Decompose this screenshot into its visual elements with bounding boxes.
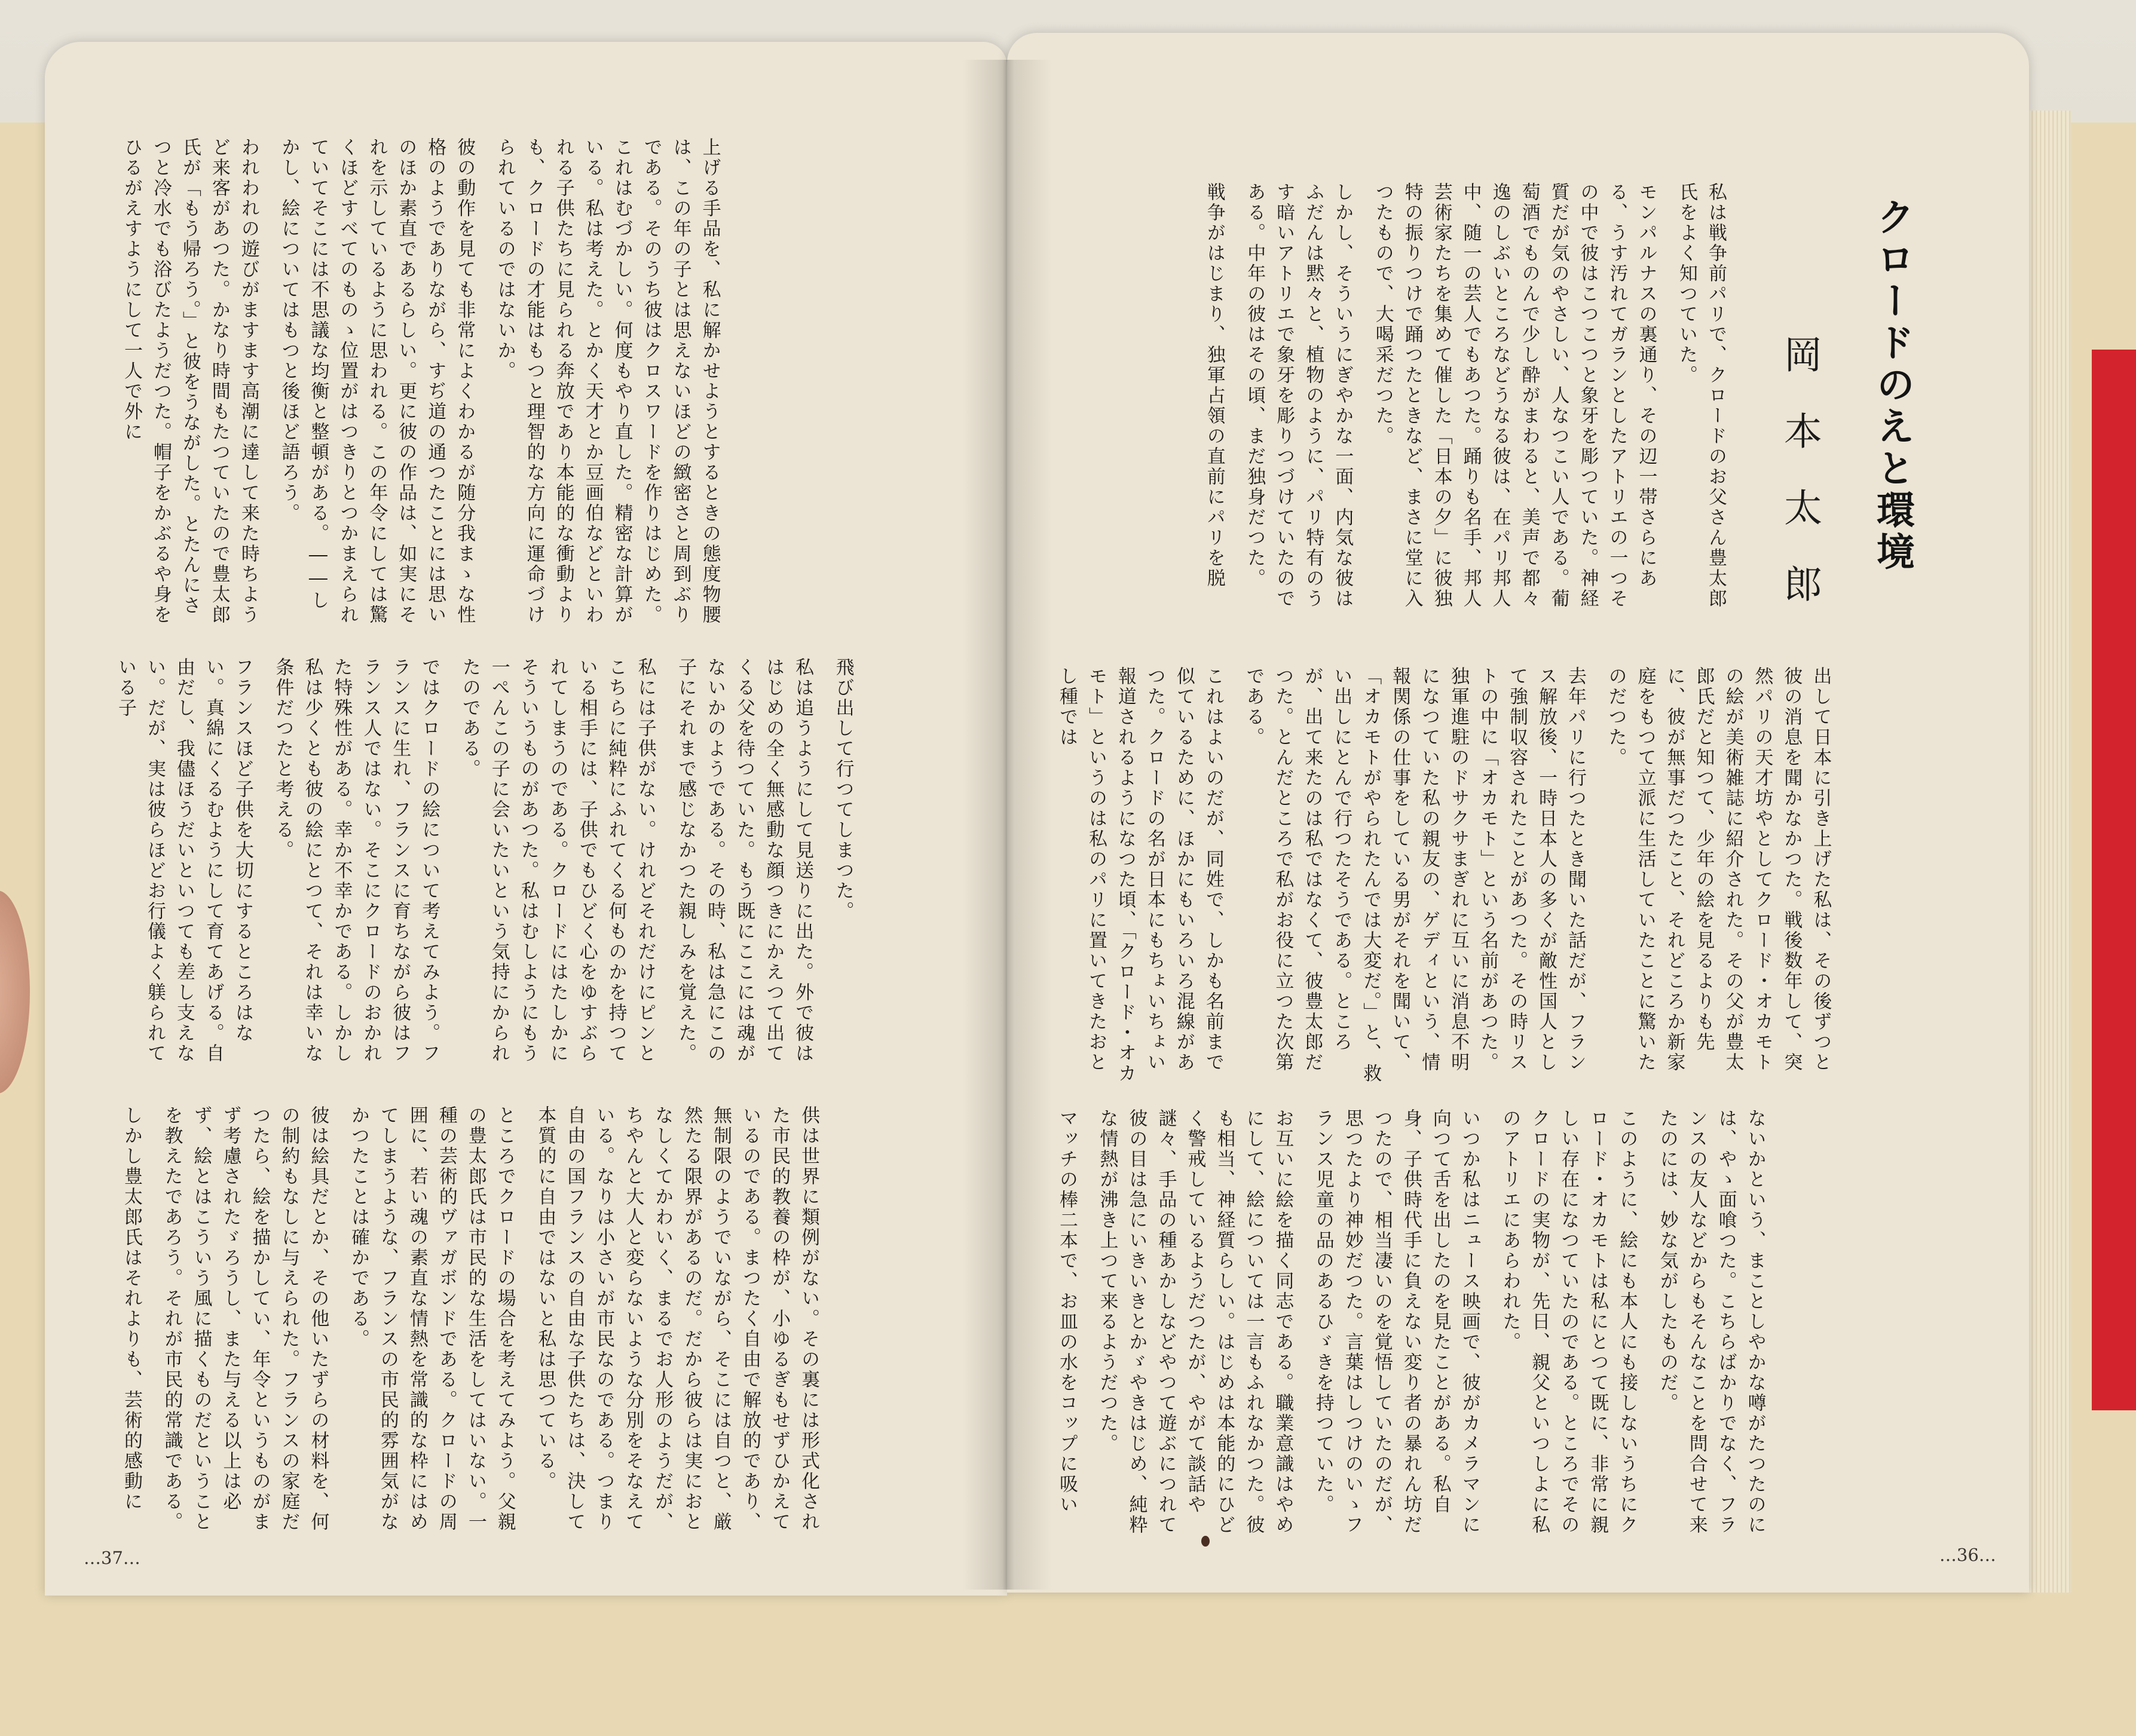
paragraph: モンパルナスの裏通り、その辺一帯さらにある、うす汚れてガランとしたアトリエの一つその中で彼はこつこつと象牙を彫つていた。神経質だが気のやさしい、人なつこい人である。葡萄酒でものんで少し酔がまわると、美声で都々逸のしぶいところなどうなる彼は、在パリ邦人中、随一の芸人でもあつた。踊りも名手、邦人芸術家たちを集めて催した「日本の夕」に彼独特の振りつけで踊つたときなど、まさに堂に入つたもので、大喝采だつた。 [1372,182,1657,609]
page-edges [2029,111,2071,1593]
left-page-middle-block [111,657,858,1076]
left-page [45,42,1007,1596]
book-gutter [962,60,1052,1590]
paragraph: 上げる手品を、私に解かせようとするときの態度物腰は、この年の子とは思えないほどの緻密さと周到ぶりである。そのうち彼はクロスワードを作りはじめた。これはむづかしい。何度もやり直した。精密な計算がいる。私は考えた。とかく天才とか豆画伯などといわれる子供たちに見られる奔放であり本能的な衝動よりも、クロードの才能はもつと理智的な方向に運命づけられているのではないか。 [494,137,721,625]
paragraph: 彼の動作を見ても非常によくわかるが随分我まゝな性格のようでありながら、すぢ道の通つたことには思いのほか素直であるらしい。更に彼の作品は、如実にそれを示しているように思われる。この年令にしては驚くほどすべてのものゝ位置がはつきりとつかまえられていてそこには不思議な均衡と整頓がある。――しかし、絵についてはもつと後ほど語ろう。 [278,137,476,625]
paragraph: 去年パリに行つたとき聞いた話だが、フランス解放後、一時日本人の多くが敵性国人として強制収容されたことがあつた。その時リストの中に「オカモト」という名前があつた。独軍進駐のドサクサまぎれに互いに消息不明になつていた私の親友の、ゲディという、情報関係の仕事をしている男がそれを聞いて、「オカモトがやられたんでは大変だ。」と、救い出しにとんで行つたそうである。ところが、出て来たのは私ではなくて、彼豊太郎だつた。とんだところで私がお役に立つた次第である。 [1243,666,1587,1084]
left-page-lower-block [117,1106,823,1542]
paragraph: われわれの遊びがますます高潮に達して来た時ちようど来客があつた。かなり時間もたつていたので豊太郎氏が「もう帰ろう。」と彼をうながした。とたんにさつと冷水でも浴びたようだつた。帽子をかぶるや身をひるがえすようにして一人で外に [120,137,259,625]
paragraph: 私は戦争前パリで、クロードのお父さん豊太郎氏をよく知つていた。 [1676,182,1727,609]
article-title: クロードのえと環境 [1870,197,1914,574]
paragraph: ないかという、まことしやかな噂がたつたのには、やゝ面喰つた。こちらばかりでなく、フランスの友人などからもそんなことを問合せて来たのには、妙な気がしたものだ。 [1656,1109,1766,1535]
paragraph: このように、絵にも本人にも接しないうちにクロード・オカモトは私にとつて既に、非常に親しい存在になつていたのである。ところでそのクロードの実物が、先日、親父といつしよに私のアトリエにあらわれた。 [1499,1109,1638,1535]
page-number-left: …37… [84,1548,140,1568]
paragraph: 彼は絵具だとか、その他いたずらの材料を、何の制約もなしに与えられた。フランスの家庭だつたら、絵を描かしてい、年令というものがまず考慮されたゞろうし、また与える以上は必ず、絵とはこういう風に描くものだということを教えたであろう。それが市民的常識である。 [161,1106,329,1532]
paragraph: お互いに絵を描く同志である。職業意識はやめにして、絵については一言もふれなかつた。彼も相当、神経質らしい。はじめは本能的にひどく警戒しているようだつたが、やがて談話や謎々、手品の種あかしなどやつて遊ぶにつれて彼の目は急にいきいきとかゞやきはじめ、純粋な情熱が沸き上つて来るようだつた。 [1096,1109,1294,1535]
paragraph: 出して日本に引き上げた私は、その後ずつと彼の消息を聞かなかつた。戦後数年して、突然パリの天才坊やとしてクロード・オカモトの絵が美術雑誌に紹介された。その父が豊太郎氏だと知つて、少年の絵を見るよりも先に、彼が無事だつたこと、それどころか新家庭をもつて立派に生活していたことに驚いたのだつた。 [1605,666,1832,1073]
paragraph: これはよいのだが、同姓で、しかも名前まで似ているために、ほかにもいろいろ混線があつた。クロードの名が日本にもちょいちょい報道されるようになつた頃、「クロード・オカモト」というのは私のパリに置いてきたおとし種では [1055,666,1224,1084]
paragraph: 私は追うようにして見送りに出た。外で彼ははじめの全く無感動な顔つきにかえつて出てくる父を待つていた。もう既にここには魂がないかのようである。その時、私は急にこの子にそれまで感じなかつた親しみを覚えた。 [675,657,814,1064]
paragraph: 飛び出して行つてしまつた。 [832,657,854,921]
paragraph: いつか私はニュース映画で、彼がカメラマンに向つて舌を出したのを見たことがある。私自身、子供時代手に負えない変り者の暴れん坊だつたので、相当凄いのを覚悟していたのだが、思つたより神妙だつた。言葉はしつけのいゝフランス児童の品のあるひゞきを持つていた。 [1312,1109,1480,1535]
right-page-lower-block [1052,1109,1770,1539]
right-page-upper-block [1055,182,1730,624]
paragraph: 戦争がはじまり、独軍占領の直前にパリを脱 [1203,182,1225,589]
paragraph: しかし、そういうにぎやかな一面、内気な彼はふだんは黙々と、植物のように、パリ特有のうす暗いアトリエで象牙を彫りつづけていたのである。中年の彼はその頃、まだ独身だつた。 [1244,182,1354,609]
paragraph: しかし豊太郎氏はそれよりも、芸術的感動に [120,1106,142,1512]
right-page-middle-block [1052,666,1835,1085]
paragraph: 私には子供がない。けれどそれだけにピンとこちらに純粋にふれてくる何ものかを持つている相手には、子供でもひどく心をゆすぶられてしまうのである。クロードにはたしかにそういうものがあつた。私はむしようにもう一ぺんこの子に会いたいという気持にかられたのである。 [458,657,656,1064]
paragraph: マッチの棒二本で、お皿の水をコップに吸い [1055,1109,1078,1515]
article-author: 岡本太郎 [1777,335,1822,641]
left-page-upper-block [117,137,724,627]
paragraph: ところでクロードの場合を考えてみよう。父親の豊太郎氏は市民的な生活をしてはいない。一種の芸術的ヴァガボンドである。クロードの周囲に、若い魂の素直な情熱を常識的な枠にはめてしまうような、フランスの市民的雰囲気がなかつたことは確かである。 [347,1106,516,1532]
paragraph: フランスほど子供を大切にするところはない。真綿にくるむようにして育てあげる。自由だし、我儘ほうだいといつても差し支えない。だが、実は彼らほどお行儀よく躾られている子 [114,657,253,1064]
page-number-right: …36… [1939,1545,1996,1565]
ink-spot [1201,1536,1210,1547]
paragraph: ではクロードの絵について考えてみよう。フランスに生れ、フランスに育ちながら彼はフランス人ではない。そこにクロードのおかれた特殊性がある。幸か不幸かである。しかし私は少くとも彼の絵にとつて、それは幸いな条件だつたと考える。 [272,657,440,1064]
paragraph: 供は世界に類例がない。その裏には形式化された市民的教養の枠が、小ゆるぎもせずひかえているのである。まつたく自由で解放的であり、無制限のようでいながら、そこには自つと、厳然たる限界があるのだ。だから彼らは実におとなしくてかわいく、まるでお人形のようだが、ちやんと大人と変らないような分別をそなえている。なりは小さいが市民なのである。つまり自由の国フランスの自由な子供たちは、決して本質的に自由ではないと私は思つている。 [534,1106,820,1532]
red-bookmark-band [2092,350,2136,1410]
